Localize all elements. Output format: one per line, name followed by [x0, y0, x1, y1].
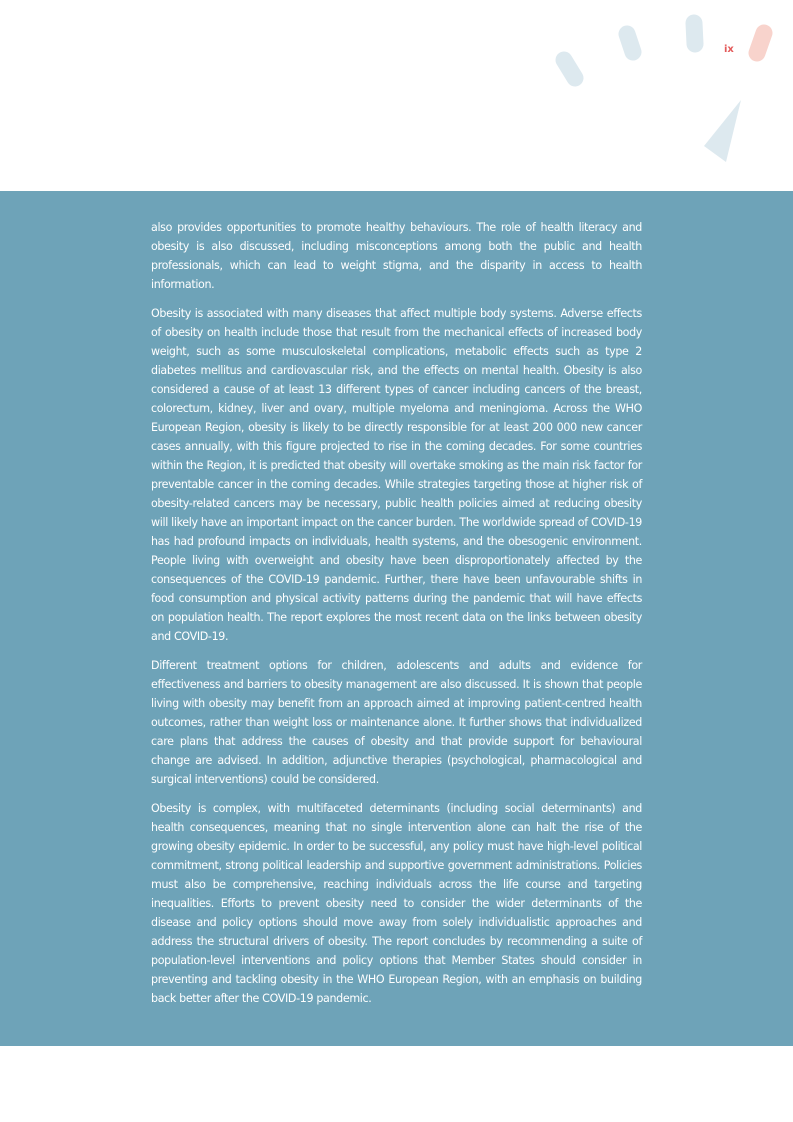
body-text [151, 218, 642, 1018]
decor-pill-1 [564, 60, 575, 78]
paragraph-treatment: Different treatment options for children, adolescents and adults and evidence for effectiveness and barriers to obesity management are also discussed. It is shown that people living with obesity may benefit from an approach aimed at improving patient-centred health outcomes, rather than weight loss or maintenance alone. It further shows that individualized care plans that address the causes of obesity and that provide support for behavioural change are advised. In addition, adjunctive therapies (psychological, pharmacological and surgical interventions) could be considered. [151, 659, 642, 787]
paragraph-policy: Obesity is complex, with multifaceted determinants (including social determinants) and health consequences, meaning that no single intervention alone can halt the rise of the growing obesity epidemic. In order to be successful, any policy must have high-level political commitment, strong political leadership and supportive government administrations. Policies must also be comprehensive, reaching individuals across the life course and targeting inequalities. Efforts to prevent obesity need to consider the wider determinants of the disease and policy options should move away from solely individualistic approaches and address the structural drivers of obesity. The report concludes by recommending a suite of population-level interventions and policy options that Member States should consider in preventing and tackling obesity in the WHO European Region, with an emphasis on building back better after the COVID-19 pandemic. [151, 801, 642, 1006]
header-decoration [0, 0, 793, 191]
paragraph-health-effects: Obesity is associated with many diseases that affect multiple body systems. Adverse effects of obesity on health include those that result from the mechanical effects of increased body weight, such as some musculoskeletal complications, metabolic effects such as type 2 diabetes mellitus and cardiovascular risk, and the effects on mental health. Obesity is also considered a cause of at least 13 different types of cancer including cancers of the breast, colorectum, kidney, liver and ovary, multiple myeloma and meningioma. Across the WHO European Region, obesity is likely to be directly responsible for at least 200 000 new cancer cases annually, with this figure projected to rise in the coming decades. For some countries within the Region, it is predicted that obesity will overtake smoking as the main risk factor for preventable cancer in the coming decades. While strategies targeting those at higher risk of obesity-related cancers may be necessary, public health policies aimed at reducing obesity will likely have an important impact on the cancer burden. The worldwide spread of COVID-19 has had profound impacts on individuals, health systems, and the obesogenic environment. People living with overweight and obesity have been disproportionately affected by the consequences of the COVID-19 pandemic. Further, there have been unfavourable shifts in food consumption and physical activity patterns during the pandemic that will have effects on population health. The report explores the most recent data on the links between obesity and COVID-19. [151, 306, 642, 644]
decor-pill-4 [757, 33, 764, 53]
paragraph-health-literacy: also provides opportunities to promote healthy behaviours. The role of health literacy and obesity is also discussed, including misconceptions among both the public and health professionals, which can lead to weight stigma, and the disparity in access to health information. [151, 221, 642, 292]
decorative-triangle [704, 100, 741, 162]
page-number: ix [724, 44, 734, 55]
decorative-pill-shapes [564, 23, 764, 78]
decor-pill-2 [627, 34, 633, 52]
decor-pill-3 [694, 23, 695, 44]
